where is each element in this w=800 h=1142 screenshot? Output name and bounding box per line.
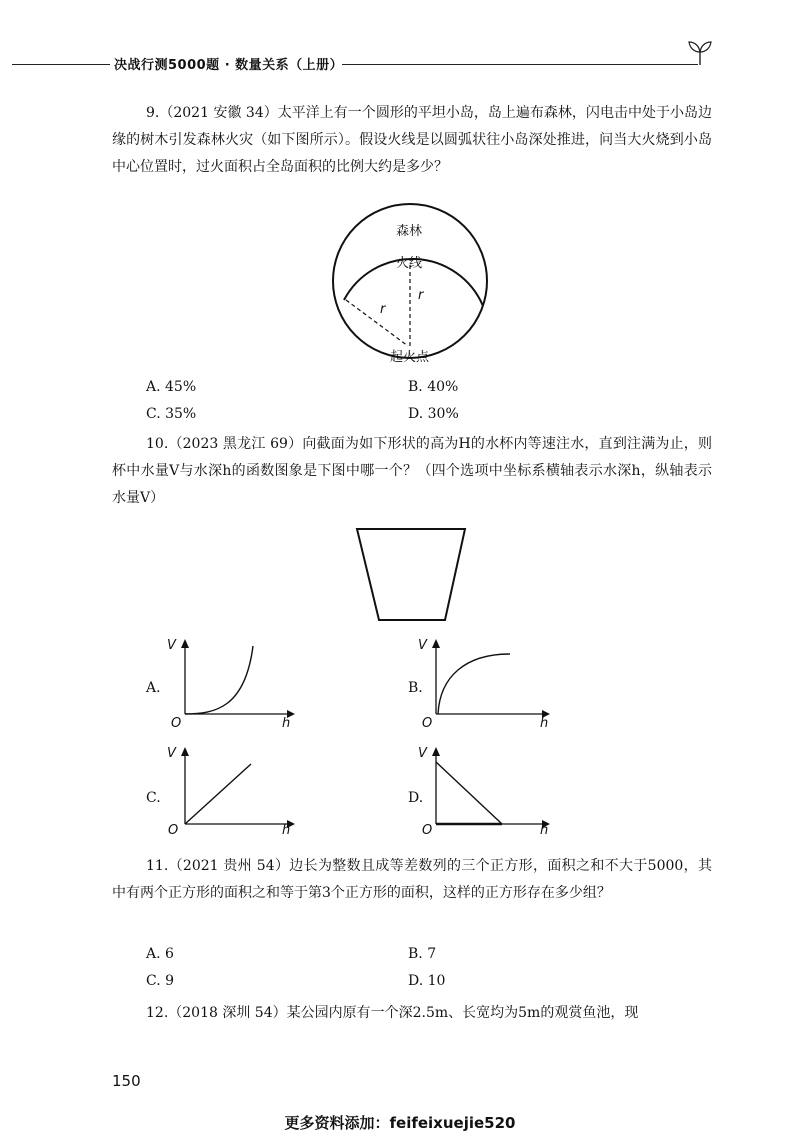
graph-d-label: D. — [408, 790, 424, 806]
header-rule-left — [12, 64, 110, 65]
q9-option-a: A. 45% — [146, 379, 197, 395]
running-header — [0, 52, 800, 76]
q11-option-d: D. 10 — [408, 973, 446, 989]
radius-label-diagonal: r — [380, 302, 386, 317]
cup-cross-section — [355, 525, 470, 625]
question-10-text: 10.（2023 黑龙江 69）向截面为如下形状的高为H的水杯内等速注水，直到注满为止，则杯中水量V与水深h的函数图象是下图中哪一个？（四个选项中坐标系横轴表示水深h，纵轴表示水量V） — [112, 436, 712, 506]
sprout-icon — [688, 40, 712, 66]
graph-b-h-axis: h — [540, 716, 549, 731]
q9-option-b: B. 40% — [408, 379, 459, 395]
ignition-point-label: 起火点 — [390, 350, 430, 365]
radius-label-vertical: r — [418, 288, 424, 303]
graph-d-h-axis: h — [540, 823, 549, 838]
book-title: 决战行测5000题 · 数量关系（上册） — [114, 58, 344, 73]
island-figure — [330, 196, 500, 366]
graph-b-v-axis: V — [418, 638, 427, 653]
graph-a-v-axis: V — [167, 638, 176, 653]
graph-a-h-axis: h — [282, 716, 291, 731]
graph-b-label: B. — [408, 680, 423, 696]
footer-note: 更多资料添加：feifeixuejie520 — [284, 1114, 516, 1132]
graph-b-origin: O — [422, 716, 433, 731]
q11-option-b: B. 7 — [408, 946, 437, 962]
graph-c-h-axis: h — [282, 823, 291, 838]
graph-d-v-axis: V — [418, 746, 427, 761]
question-11-text: 11.（2021 贵州 54）边长为整数且成等差数列的三个正方形，面积之和不大于5000，其中有两个正方形的面积之和等于第3个正方形的面积，这样的正方形存在多少组？ — [112, 858, 712, 901]
page-number: 150 — [112, 1072, 141, 1090]
graph-c-origin: O — [168, 823, 179, 838]
q9-option-c: C. 35% — [146, 406, 197, 422]
graph-a-origin: O — [171, 716, 182, 731]
question-9-text: 9.（2021 安徽 34）太平洋上有一个圆形的平坦小岛，岛上遍布森林，闪电击中处于小岛边缘的树木引发森林火灾（如下图所示）。假设火线是以圆弧状往小岛深处推进，问当大火烧到小岛中心位置时，过火面积占全岛面积的比例大约是多少？ — [112, 105, 712, 175]
fireline-label: 火线 — [396, 256, 423, 271]
question-12-text: 12.（2018 深圳 54）某公园内原有一个深2.5m、长宽均为5m的观赏鱼池，现 — [146, 1005, 639, 1021]
graph-b — [426, 636, 556, 731]
graph-d-origin: O — [422, 823, 433, 838]
graph-d — [426, 744, 556, 839]
forest-label: 森林 — [396, 224, 423, 239]
header-rule-right — [342, 64, 698, 65]
graph-c-label: C. — [146, 790, 161, 806]
q11-option-c: C. 9 — [146, 973, 175, 989]
q11-option-a: A. 6 — [146, 946, 174, 962]
graph-a-label: A. — [146, 680, 161, 696]
q9-option-d: D. 30% — [408, 406, 459, 422]
graph-c-v-axis: V — [167, 746, 176, 761]
